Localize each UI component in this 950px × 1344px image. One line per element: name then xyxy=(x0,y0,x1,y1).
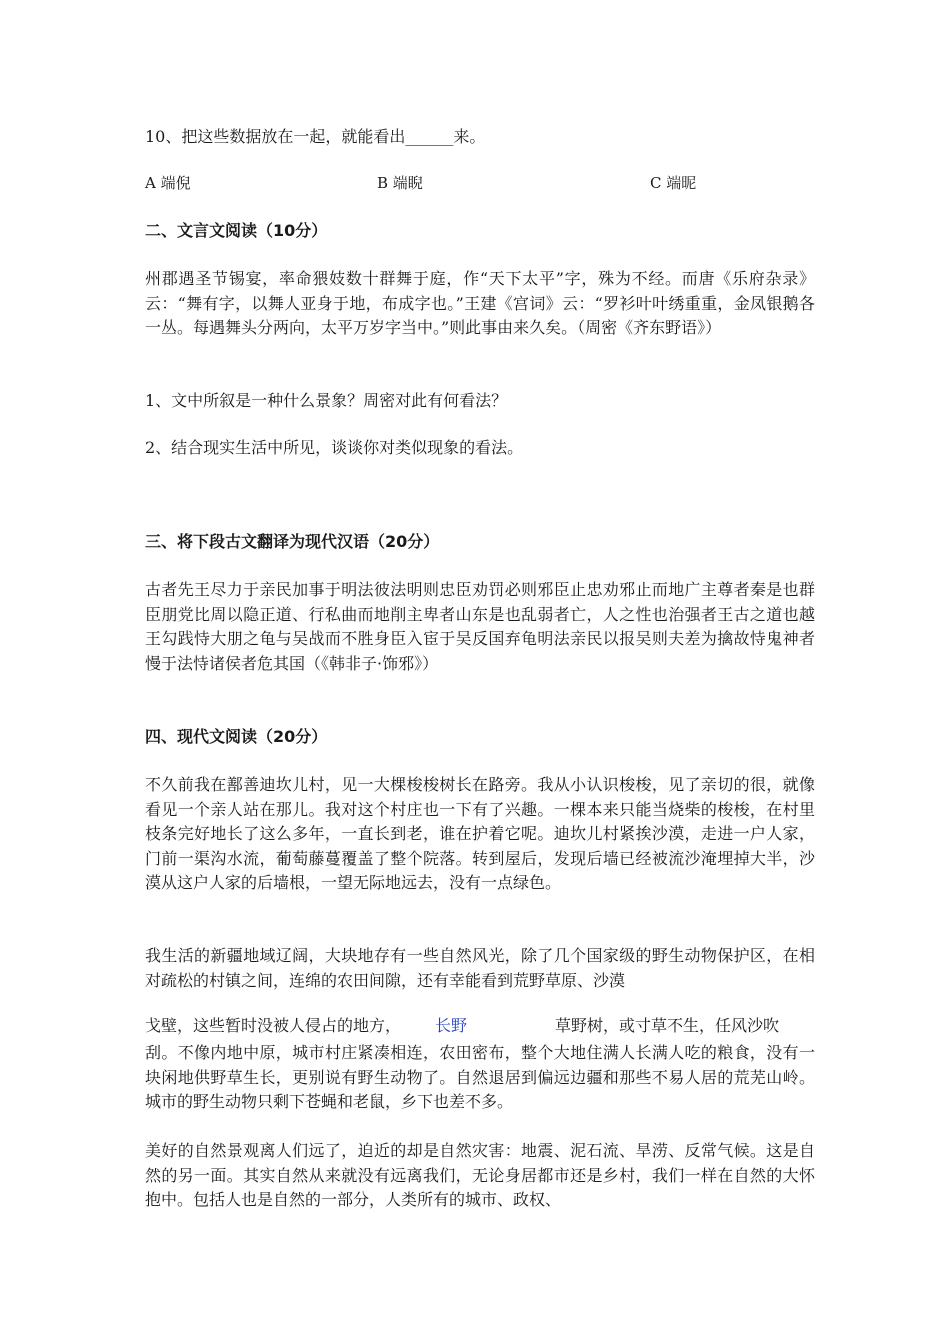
section-4-paragraph-2: 我生活的新疆地域辽阔，大块地存有一些自然风光，除了几个国家级的野生动物保护区，在相对疏松的村镇之间，连绵的农田间隙，还有幸能看到荒野草原、沙漠 xyxy=(145,946,815,990)
option-c: C 端昵 xyxy=(650,174,697,192)
document-page xyxy=(145,0,815,1344)
section-4-paragraph-3-start: 戈壁，这些暂时没被人侵占的地方， xyxy=(145,1016,402,1035)
option-a: A 端倪 xyxy=(145,174,191,192)
inline-link-text[interactable]: 长野 xyxy=(435,1016,468,1035)
section-3-passage: 古者先王尽力于亲民加事于明法彼法明则忠臣劝罚必则邪臣止忠劝邪止而地广主尊者秦是也群臣朋党比周以隐正道、行私曲而地削主卑者山东是也乱弱者亡，人之性也治强者王古之道也越王勾践恃大朋之龟与吴战而不胜身臣入宦于吴反国弃龟明法亲民以报吴则夫差为擒故恃鬼神者慢于法恃诸侯者危其国（《韩非子·饰邪》） xyxy=(145,580,815,673)
section-4-heading: 四、现代文阅读（20分） xyxy=(145,727,328,746)
question-10-options xyxy=(145,172,815,196)
section-3-heading: 三、将下段古文翻译为现代汉语（20分） xyxy=(145,532,440,551)
section-4-paragraph-1: 不久前我在鄯善迪坎儿村，见一大棵梭梭树长在路旁。我从小认识梭梭，见了亲切的很，就像看见一个亲人站在那儿。我对这个村庄也一下有了兴趣。一棵本来只能当烧柴的梭梭，在村里枝条完好地长了这么多年，一直长到老，谁在护着它呢。迪坎儿村紧挨沙漠，走进一户人家，门前一渠沟水流，葡萄藤蔓覆盖了整个院落。转到屋后，发现后墙已经被流沙淹埋掉大半，沙漠从这户人家的后墙根，一望无际地远去，没有一点绿色。 xyxy=(145,775,815,892)
question-10: 10、把这些数据放在一起，就能看出______来。 xyxy=(145,127,486,146)
section-2-question-1: 1、文中所叙是一种什么景象？周密对此有何看法？ xyxy=(145,391,508,410)
section-4-paragraph-4: 美好的自然景观离人们远了，迫近的却是自然灾害：地震、泥石流、旱涝、反常气候。这是自然的另一面。其实自然从来就没有远离我们，无论身居都市还是乡村，我们一样在自然的大怀抱中。包括人也是自然的一部分，人类所有的城市、政权、 xyxy=(145,1141,815,1209)
section-2-passage: 州郡遇圣节锡宴，率命猥妓数十群舞于庭，作“天下太平”字，殊为不经。而唐《乐府杂录》云：“舞有字，以舞人亚身于地，布成字也。”王建《宫词》云：“罗衫叶叶绣重重，金凤银鹅各一丛。每遇舞头分两向，太平万岁字当中。”则此事由来久矣。（周密《齐东野语》） xyxy=(145,269,815,337)
option-b: B 端睨 xyxy=(377,174,423,192)
section-2-question-2: 2、结合现实生活中所见，谈谈你对类似现象的看法。 xyxy=(145,438,524,457)
section-4-paragraph-3-rest: 刮。不像内地中原，城市村庄紧凑相连，农田密布，整个大地住满人长满人吃的粮食，没有一块闲地供野草生长，更别说有野生动物了。自然退居到偏远边疆和那些不易人居的荒芜山岭。城市的野生动物只剩下苍蝇和老鼠，乡下也差不多。 xyxy=(145,1043,815,1111)
section-4-paragraph-3-continued: 草野树，或寸草不生，任风沙吹 xyxy=(555,1016,780,1035)
section-2-heading: 二、文言文阅读（10分） xyxy=(145,221,328,240)
